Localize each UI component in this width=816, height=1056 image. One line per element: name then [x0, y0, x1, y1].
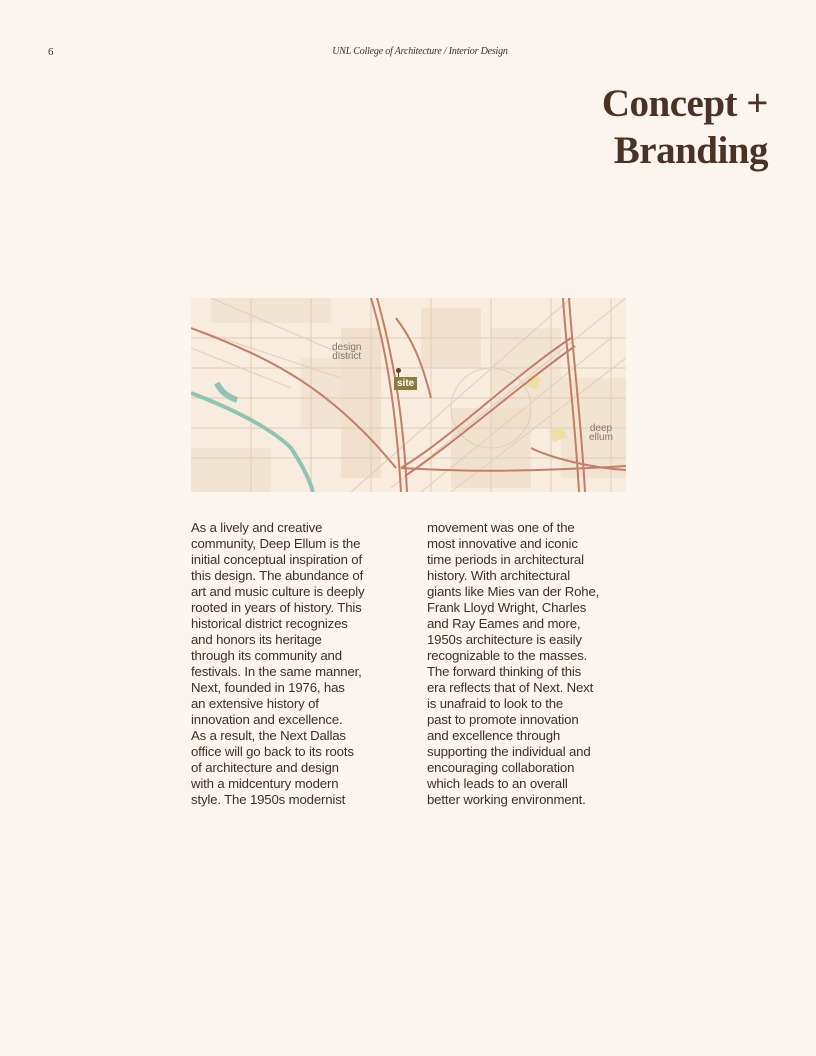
page-title — [602, 80, 768, 174]
site-map — [191, 298, 626, 492]
page-number: 6 — [48, 46, 54, 58]
running-header: UNL College of Architecture / Interior Design — [332, 46, 508, 57]
body-column-2: movement was one of the most innovative and iconic time periods in architectural history. With architectural giants like Mies van der Rohe, Frank Lloyd Wright, Charles and Ray Eames and more, 1950s architecture is easily recognizable to the masses. The forward thinking of this era reflects that of Next. Next is unafraid to look to the past to promote innovation and excellence through supporting the individual and encouraging collaboration which leads to an overall better working environment. — [427, 520, 600, 807]
map-graphic — [191, 298, 626, 492]
map-label-deep-ellum: deep ellum — [589, 423, 613, 443]
page-title-line-2: Branding — [613, 129, 768, 172]
body-column-1: As a lively and creative community, Deep Ellum is the initial conceptual inspiration of this design. The abundance of art and music culture is deeply rooted in years of history. This historical district recognizes and honors its heritage through its community and festivals. In the same manner, Next, founded in 1976, has an extensive history of innovation and excellence. As a result, the Next Dallas office will go back to its roots of architecture and design with a midcentury modern style. The 1950s modernist — [191, 520, 365, 807]
map-label-design-district: design district — [332, 342, 362, 362]
site-label: site — [394, 377, 417, 390]
page-title-line-1: Concept + — [601, 82, 768, 125]
site-marker — [394, 368, 416, 394]
